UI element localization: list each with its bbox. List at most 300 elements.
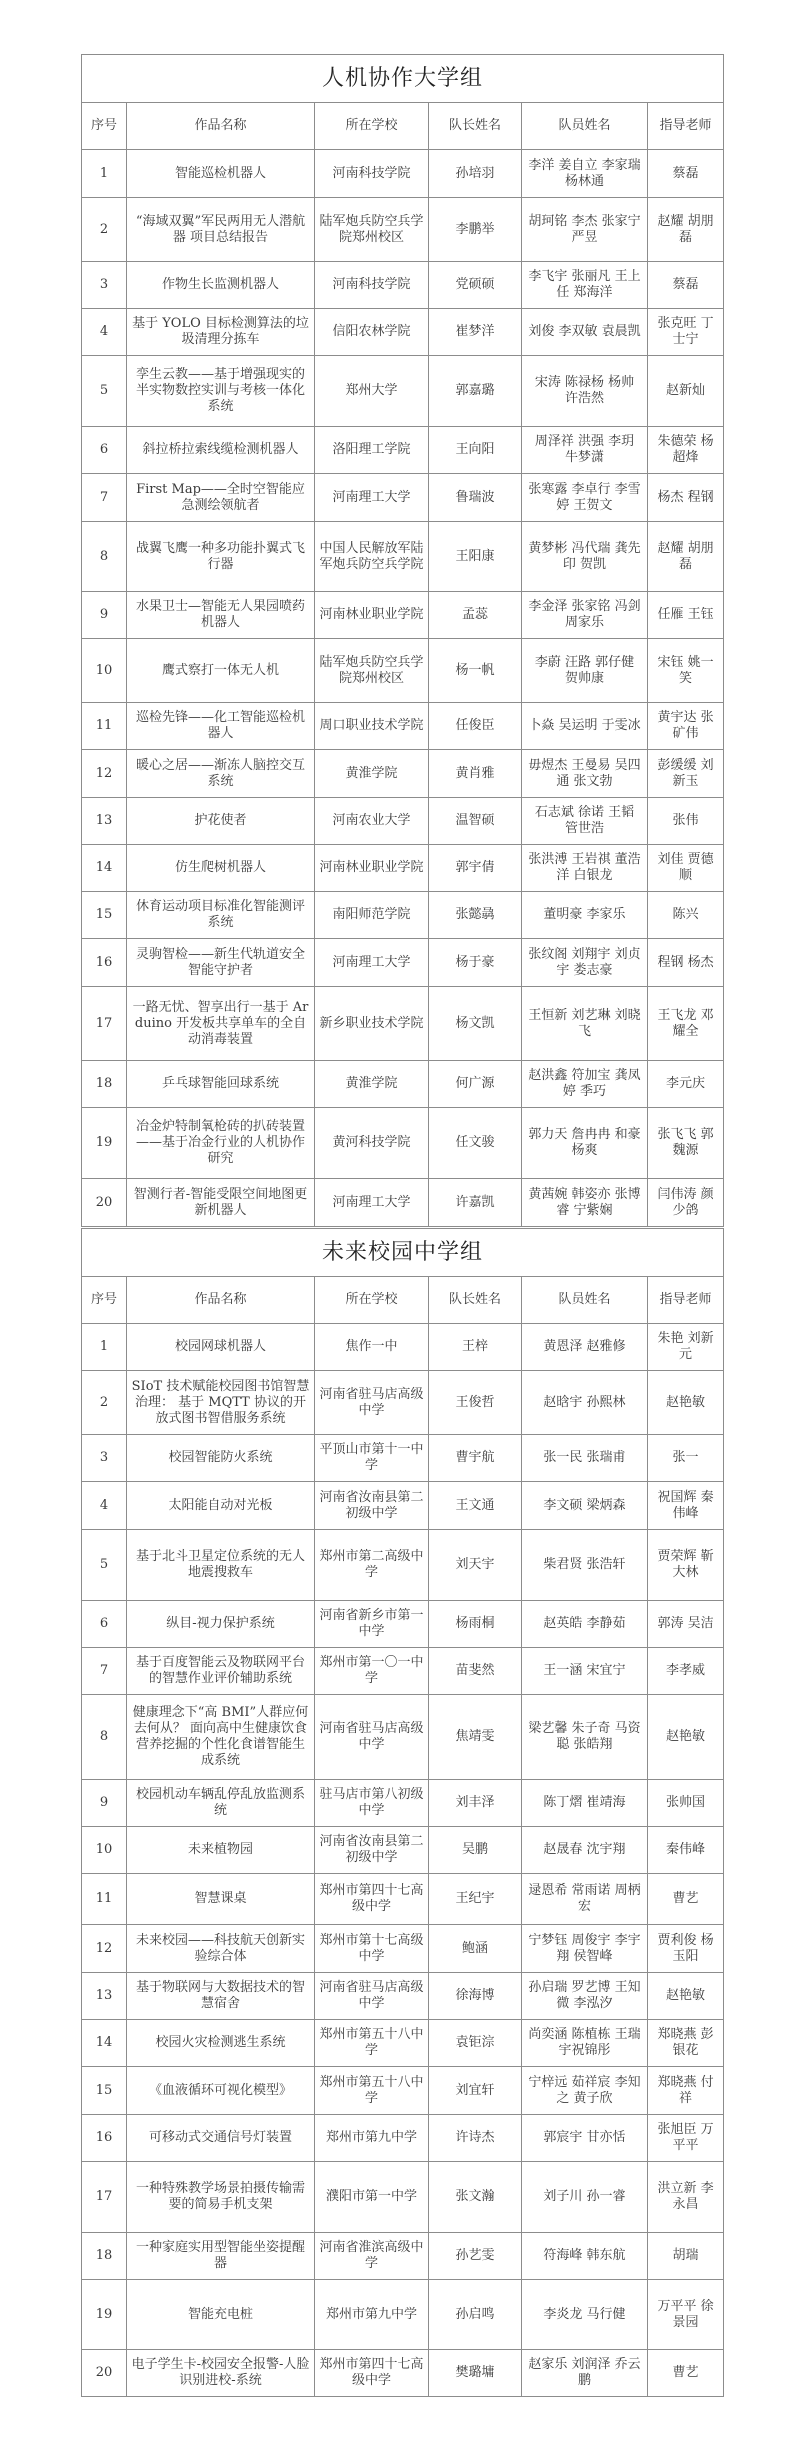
cell-members: 张一民 张瑞甫	[522, 1435, 648, 1482]
table-row	[82, 309, 724, 356]
table-row	[82, 1601, 724, 1648]
cell-index: 13	[82, 798, 127, 845]
cell-project-name: 智测行者-智能受限空间地图更新机器人	[127, 1179, 315, 1227]
cell-leader: 郭宇倩	[429, 845, 522, 892]
cell-leader: 鲁瑞波	[429, 474, 522, 522]
cell-school: 濮阳市第一中学	[315, 2162, 429, 2233]
cell-school: 河南省驻马店高级中学	[315, 1973, 429, 2020]
cell-members: 李金泽 张家铭 冯剑 周家乐	[522, 592, 648, 639]
table-row	[82, 1530, 724, 1601]
cell-leader: 袁钜淙	[429, 2020, 522, 2067]
cell-project-name: 护花使者	[127, 798, 315, 845]
cell-school: 平顶山市第十一中学	[315, 1435, 429, 1482]
cell-index: 5	[82, 356, 127, 427]
cell-leader: 苗斐然	[429, 1648, 522, 1695]
cell-advisor: 曹艺	[648, 2350, 724, 2397]
column-header-members: 队员姓名	[522, 1277, 648, 1324]
cell-members: 刘子川 孙一睿	[522, 2162, 648, 2233]
column-header-leader: 队长姓名	[429, 1277, 522, 1324]
cell-school: 黄淮学院	[315, 1061, 429, 1108]
cell-index: 7	[82, 1648, 127, 1695]
cell-advisor: 朱德荣 杨超烽	[648, 427, 724, 474]
cell-members: 赵晗宇 孙熙林	[522, 1371, 648, 1435]
cell-index: 10	[82, 639, 127, 703]
column-header-advisor: 指导老师	[648, 103, 724, 150]
cell-leader: 焦靖雯	[429, 1695, 522, 1780]
cell-project-name: 一路无忧、智享出行一基于 Arduino 开发板共享单车的全自动消毒装置	[127, 987, 315, 1061]
cell-leader: 任俊臣	[429, 703, 522, 750]
column-header-advisor: 指导老师	[648, 1277, 724, 1324]
table-row	[82, 1324, 724, 1371]
cell-school: 郑州市第九中学	[315, 2280, 429, 2350]
cell-advisor: 贾荣辉 靳大林	[648, 1530, 724, 1601]
cell-school: 周口职业技术学院	[315, 703, 429, 750]
table-row	[82, 2280, 724, 2350]
cell-school: 郑州市第九中学	[315, 2115, 429, 2162]
cell-project-name: 基于北斗卫星定位系统的无人地震搜救车	[127, 1530, 315, 1601]
cell-school: 中国人民解放军陆军炮兵防空兵学院	[315, 522, 429, 592]
column-header-leader: 队长姓名	[429, 103, 522, 150]
cell-project-name: 可移动式交通信号灯装置	[127, 2115, 315, 2162]
cell-project-name: 未来植物园	[127, 1827, 315, 1874]
table-row	[82, 987, 724, 1061]
cell-advisor: 郑晓燕 彭银花	[648, 2020, 724, 2067]
cell-index: 18	[82, 2233, 127, 2280]
cell-project-name: 斜拉桥拉索线缆检测机器人	[127, 427, 315, 474]
column-header-index: 序号	[82, 1277, 127, 1324]
cell-advisor: 王飞龙 邓耀全	[648, 987, 724, 1061]
cell-project-name: 灵驹智检——新生代轨道安全智能守护者	[127, 939, 315, 987]
cell-project-name: 巡检先锋——化工智能巡检机器人	[127, 703, 315, 750]
cell-project-name: 冶金炉特制氧枪砖的扒砖装置——基于冶金行业的人机协作研究	[127, 1108, 315, 1179]
cell-project-name: 智慧课桌	[127, 1874, 315, 1925]
cell-index: 12	[82, 750, 127, 798]
cell-members: 董明豪 李家乐	[522, 892, 648, 939]
cell-school: 洛阳理工学院	[315, 427, 429, 474]
cell-project-name: 战翼飞鹰一种多功能扑翼式飞行器	[127, 522, 315, 592]
table-row	[82, 522, 724, 592]
cell-index: 8	[82, 522, 127, 592]
cell-members: 毋煜杰 王曼易 吴四通 张文勃	[522, 750, 648, 798]
table-row	[82, 1482, 724, 1530]
cell-project-name: 孪生云教——基于增强现实的半实物数控实训与考核一体化系统	[127, 356, 315, 427]
cell-index: 19	[82, 2280, 127, 2350]
cell-index: 14	[82, 845, 127, 892]
cell-leader: 张懿骉	[429, 892, 522, 939]
cell-members: 孙启瑞 罗艺博 王知微 李泓汐	[522, 1973, 648, 2020]
section-table-middle-school	[81, 1228, 724, 2397]
table-row	[82, 939, 724, 987]
cell-leader: 孟蕊	[429, 592, 522, 639]
section-title: 人机协作大学组	[82, 55, 724, 103]
table-row	[82, 1925, 724, 1973]
cell-advisor: 黄宇达 张矿伟	[648, 703, 724, 750]
cell-school: 河南理工大学	[315, 939, 429, 987]
cell-advisor: 杨杰 程钢	[648, 474, 724, 522]
cell-school: 河南科技学院	[315, 262, 429, 309]
cell-project-name: 暖心之居——渐冻人脑控交互系统	[127, 750, 315, 798]
cell-project-name: 智能巡检机器人	[127, 150, 315, 198]
cell-members: 黄梦彬 冯代瑞 龚先印 贺凯	[522, 522, 648, 592]
cell-school: 黄河科技学院	[315, 1108, 429, 1179]
table-row	[82, 750, 724, 798]
cell-index: 6	[82, 1601, 127, 1648]
cell-index: 16	[82, 2115, 127, 2162]
cell-advisor: 彭缓缓 刘新玉	[648, 750, 724, 798]
column-header-project: 作品名称	[127, 103, 315, 150]
cell-advisor: 蔡磊	[648, 262, 724, 309]
table-row	[82, 1435, 724, 1482]
cell-index: 11	[82, 703, 127, 750]
cell-advisor: 赵艳敏	[648, 1973, 724, 2020]
table-row	[82, 639, 724, 703]
cell-index: 2	[82, 198, 127, 262]
cell-project-name: SIoT 技术赋能校园图书馆智慧治理： 基于 MQTT 协议的开放式图书智借服务系统	[127, 1371, 315, 1435]
table-row	[82, 2350, 724, 2397]
cell-members: 梁艺馨 朱子奇 马资聪 张皓翔	[522, 1695, 648, 1780]
cell-index: 10	[82, 1827, 127, 1874]
cell-leader: 王向阳	[429, 427, 522, 474]
cell-school: 河南省汝南县第二初级中学	[315, 1482, 429, 1530]
cell-leader: 王文通	[429, 1482, 522, 1530]
cell-members: 尚奕涵 陈植栋 王瑞宇祝锦彤	[522, 2020, 648, 2067]
cell-school: 新乡职业技术学院	[315, 987, 429, 1061]
cell-members: 卜焱 吴运明 于雯冰	[522, 703, 648, 750]
cell-project-name: 未来校园——科技航天创新实验综合体	[127, 1925, 315, 1973]
cell-members: 赵家乐 刘润泽 乔云鹏	[522, 2350, 648, 2397]
cell-advisor: 洪立新 李永昌	[648, 2162, 724, 2233]
table-header-row	[82, 103, 724, 150]
cell-leader: 温智硕	[429, 798, 522, 845]
cell-project-name: 校园机动车辆乱停乱放监测系统	[127, 1780, 315, 1827]
cell-leader: 杨于豪	[429, 939, 522, 987]
cell-leader: 王阳康	[429, 522, 522, 592]
cell-advisor: 刘佳 贾德顺	[648, 845, 724, 892]
cell-project-name: 《血液循环可视化模型》	[127, 2067, 315, 2115]
cell-advisor: 闫伟涛 颜少鸽	[648, 1179, 724, 1227]
cell-advisor: 程钢 杨杰	[648, 939, 724, 987]
cell-leader: 樊璐墉	[429, 2350, 522, 2397]
cell-school: 郑州大学	[315, 356, 429, 427]
table-row	[82, 592, 724, 639]
section-title-row	[82, 55, 724, 103]
cell-advisor: 张伟	[648, 798, 724, 845]
cell-members: 王恒新 刘艺琳 刘晓飞	[522, 987, 648, 1061]
cell-school: 郑州市第二高级中学	[315, 1530, 429, 1601]
cell-school: 河南省驻马店高级中学	[315, 1371, 429, 1435]
table-row	[82, 1874, 724, 1925]
cell-project-name: 纵目-视力保护系统	[127, 1601, 315, 1648]
cell-index: 4	[82, 309, 127, 356]
cell-index: 19	[82, 1108, 127, 1179]
cell-index: 7	[82, 474, 127, 522]
table-row	[82, 2233, 724, 2280]
cell-advisor: 朱艳 刘新元	[648, 1324, 724, 1371]
cell-members: 逯恩希 常雨诺 周柄宏	[522, 1874, 648, 1925]
cell-leader: 刘宜轩	[429, 2067, 522, 2115]
cell-project-name: 一种家庭实用型智能坐姿提醒器	[127, 2233, 315, 2280]
cell-index: 20	[82, 1179, 127, 1227]
cell-index: 4	[82, 1482, 127, 1530]
table-row	[82, 427, 724, 474]
cell-members: 黄恩泽 赵雅修	[522, 1324, 648, 1371]
cell-project-name: 太阳能自动对光板	[127, 1482, 315, 1530]
cell-school: 河南省淮滨高级中学	[315, 2233, 429, 2280]
cell-school: 驻马店市第八初级中学	[315, 1780, 429, 1827]
table-row	[82, 150, 724, 198]
cell-index: 2	[82, 1371, 127, 1435]
cell-index: 15	[82, 2067, 127, 2115]
cell-members: 李文硕 梁炳森	[522, 1482, 648, 1530]
cell-members: 李蔚 汪路 郭仔健 贺帅康	[522, 639, 648, 703]
cell-project-name: 基于 YOLO 目标检测算法的垃圾清理分拣车	[127, 309, 315, 356]
cell-leader: 何广源	[429, 1061, 522, 1108]
cell-index: 18	[82, 1061, 127, 1108]
cell-index: 17	[82, 2162, 127, 2233]
table-row	[82, 1695, 724, 1780]
cell-school: 河南林业职业学院	[315, 845, 429, 892]
cell-members: 李炎龙 马行健	[522, 2280, 648, 2350]
cell-project-name: 校园智能防火系统	[127, 1435, 315, 1482]
cell-index: 9	[82, 592, 127, 639]
cell-advisor: 胡瑞	[648, 2233, 724, 2280]
table-row	[82, 262, 724, 309]
cell-project-name: 水果卫士—智能无人果园喷药机器人	[127, 592, 315, 639]
cell-members: 郭宸宇 甘亦恬	[522, 2115, 648, 2162]
cell-members: 赵晟春 沈宇翔	[522, 1827, 648, 1874]
cell-advisor: 张飞飞 郭魏源	[648, 1108, 724, 1179]
cell-project-name: First Map——全时空智能应急测绘领航者	[127, 474, 315, 522]
table-row	[82, 474, 724, 522]
cell-members: 柴君贤 张浩轩	[522, 1530, 648, 1601]
cell-index: 17	[82, 987, 127, 1061]
section-title: 未来校园中学组	[82, 1229, 724, 1277]
cell-leader: 王俊哲	[429, 1371, 522, 1435]
cell-advisor: 郑晓燕 付祥	[648, 2067, 724, 2115]
cell-members: 李洋 姜自立 李家瑞 杨林通	[522, 150, 648, 198]
table-row	[82, 1061, 724, 1108]
cell-project-name: 电子学生卡-校园安全报警-人脸识别进校-系统	[127, 2350, 315, 2397]
table-row	[82, 2067, 724, 2115]
table-row	[82, 1780, 724, 1827]
cell-school: 郑州市第五十八中学	[315, 2067, 429, 2115]
column-header-project: 作品名称	[127, 1277, 315, 1324]
cell-members: 王一涵 宋宜宁	[522, 1648, 648, 1695]
table-row	[82, 1973, 724, 2020]
table-row	[82, 2020, 724, 2067]
cell-school: 郑州市第五十八中学	[315, 2020, 429, 2067]
cell-project-name: 健康理念下“高 BMI”人群应何去何从？ 面向高中生健康饮食营养挖掘的个性化食谱智能生成系统	[127, 1695, 315, 1780]
cell-members: 石志斌 徐诺 王韬 管世浩	[522, 798, 648, 845]
cell-advisor: 张帅国	[648, 1780, 724, 1827]
cell-project-name: 校园火灾检测逃生系统	[127, 2020, 315, 2067]
cell-school: 河南省驻马店高级中学	[315, 1695, 429, 1780]
cell-index: 6	[82, 427, 127, 474]
table-row	[82, 2162, 724, 2233]
cell-advisor: 陈兴	[648, 892, 724, 939]
cell-project-name: 一种特殊教学场景拍摄传输需要的简易手机支架	[127, 2162, 315, 2233]
table-row	[82, 892, 724, 939]
cell-advisor: 任雁 王钰	[648, 592, 724, 639]
cell-members: 宁梦钰 周俊宇 李宇翔 侯智峰	[522, 1925, 648, 1973]
cell-school: 河南省汝南县第二初级中学	[315, 1827, 429, 1874]
table-header-row	[82, 1277, 724, 1324]
column-header-school: 所在学校	[315, 1277, 429, 1324]
cell-leader: 鲍涵	[429, 1925, 522, 1973]
cell-school: 陆军炮兵防空兵学院郑州校区	[315, 639, 429, 703]
table-row	[82, 1108, 724, 1179]
table-row	[82, 1827, 724, 1874]
cell-advisor: 李孝威	[648, 1648, 724, 1695]
section-title-row	[82, 1229, 724, 1277]
cell-leader: 郭嘉璐	[429, 356, 522, 427]
cell-leader: 王纪宇	[429, 1874, 522, 1925]
cell-index: 15	[82, 892, 127, 939]
table-row	[82, 798, 724, 845]
cell-index: 3	[82, 1435, 127, 1482]
cell-advisor: 张克旺 丁士宁	[648, 309, 724, 356]
cell-members: 胡珂铭 李杰 张家宁 严昱	[522, 198, 648, 262]
table-row	[82, 356, 724, 427]
cell-advisor: 张一	[648, 1435, 724, 1482]
cell-advisor: 郭涛 吴洁	[648, 1601, 724, 1648]
cell-index: 13	[82, 1973, 127, 2020]
cell-leader: 杨文凯	[429, 987, 522, 1061]
cell-school: 河南省新乡市第一中学	[315, 1601, 429, 1648]
cell-school: 河南林业职业学院	[315, 592, 429, 639]
cell-members: 赵洪鑫 符加宝 龚凤婷 季巧	[522, 1061, 648, 1108]
cell-members: 赵英皓 李静茹	[522, 1601, 648, 1648]
cell-index: 1	[82, 150, 127, 198]
cell-leader: 党硕硕	[429, 262, 522, 309]
cell-advisor: 蔡磊	[648, 150, 724, 198]
cell-index: 16	[82, 939, 127, 987]
cell-leader: 刘天宇	[429, 1530, 522, 1601]
cell-leader: 徐海博	[429, 1973, 522, 2020]
cell-advisor: 李元庆	[648, 1061, 724, 1108]
cell-school: 河南科技学院	[315, 150, 429, 198]
cell-leader: 曹宇航	[429, 1435, 522, 1482]
cell-leader: 刘丰泽	[429, 1780, 522, 1827]
cell-project-name: “海域双翼”军民两用无人潜航器 项目总结报告	[127, 198, 315, 262]
cell-school: 郑州市第一〇一中学	[315, 1648, 429, 1695]
table-row	[82, 1648, 724, 1695]
cell-leader: 孙培羽	[429, 150, 522, 198]
cell-project-name: 智能充电桩	[127, 2280, 315, 2350]
cell-members: 符海峰 韩东航	[522, 2233, 648, 2280]
cell-advisor: 赵艳敏	[648, 1695, 724, 1780]
cell-members: 宋涛 陈禄杨 杨帅 许浩然	[522, 356, 648, 427]
cell-members: 郭力天 詹冉冉 和豪 杨爽	[522, 1108, 648, 1179]
cell-leader: 崔梦洋	[429, 309, 522, 356]
table-row	[82, 845, 724, 892]
cell-members: 黄茜婉 韩姿亦 张博睿 宁紫娴	[522, 1179, 648, 1227]
cell-project-name: 仿生爬树机器人	[127, 845, 315, 892]
table-row	[82, 1371, 724, 1435]
cell-members: 李飞宇 张丽凡 王上任 郑海洋	[522, 262, 648, 309]
cell-leader: 孙启鸣	[429, 2280, 522, 2350]
cell-leader: 任文骏	[429, 1108, 522, 1179]
cell-index: 1	[82, 1324, 127, 1371]
cell-project-name: 校园网球机器人	[127, 1324, 315, 1371]
cell-project-name: 基于物联网与大数据技术的智慧宿舍	[127, 1973, 315, 2020]
cell-school: 郑州市第十七高级中学	[315, 1925, 429, 1973]
cell-school: 河南农业大学	[315, 798, 429, 845]
column-header-index: 序号	[82, 103, 127, 150]
column-header-school: 所在学校	[315, 103, 429, 150]
cell-advisor: 祝国辉 秦伟峰	[648, 1482, 724, 1530]
cell-members: 周泽祥 洪强 李玥 牛梦潇	[522, 427, 648, 474]
cell-advisor: 万平平 徐景园	[648, 2280, 724, 2350]
cell-index: 5	[82, 1530, 127, 1601]
cell-members: 陈丁熠 崔靖海	[522, 1780, 648, 1827]
cell-project-name: 鹰式察打一体无人机	[127, 639, 315, 703]
cell-school: 黄淮学院	[315, 750, 429, 798]
cell-school: 郑州市第四十七高级中学	[315, 1874, 429, 1925]
cell-project-name: 乒乓球智能回球系统	[127, 1061, 315, 1108]
cell-advisor: 秦伟峰	[648, 1827, 724, 1874]
table-row	[82, 2115, 724, 2162]
cell-school: 河南理工大学	[315, 474, 429, 522]
cell-school: 信阳农林学院	[315, 309, 429, 356]
cell-leader: 孙艺雯	[429, 2233, 522, 2280]
cell-advisor: 赵艳敏	[648, 1371, 724, 1435]
cell-advisor: 赵耀 胡朋磊	[648, 522, 724, 592]
cell-members: 宁梓远 茹祥宸 李知之 黄子欣	[522, 2067, 648, 2115]
cell-members: 张寒露 李卓行 李雪婷 王贺文	[522, 474, 648, 522]
cell-school: 陆军炮兵防空兵学院郑州校区	[315, 198, 429, 262]
section-table-university	[81, 54, 724, 1227]
cell-members: 刘俊 李双敏 袁晨凯	[522, 309, 648, 356]
cell-advisor: 赵新灿	[648, 356, 724, 427]
cell-school: 河南理工大学	[315, 1179, 429, 1227]
cell-project-name: 休育运动项目标准化智能测评系统	[127, 892, 315, 939]
cell-school: 南阳师范学院	[315, 892, 429, 939]
cell-project-name: 作物生长监测机器人	[127, 262, 315, 309]
table-row	[82, 703, 724, 750]
cell-leader: 李鹏举	[429, 198, 522, 262]
cell-advisor: 宋钰 姚一笑	[648, 639, 724, 703]
cell-school: 焦作一中	[315, 1324, 429, 1371]
cell-index: 8	[82, 1695, 127, 1780]
cell-index: 12	[82, 1925, 127, 1973]
cell-leader: 杨一帆	[429, 639, 522, 703]
cell-school: 郑州市第四十七高级中学	[315, 2350, 429, 2397]
cell-advisor: 赵耀 胡朋磊	[648, 198, 724, 262]
cell-index: 11	[82, 1874, 127, 1925]
cell-index: 9	[82, 1780, 127, 1827]
cell-leader: 吴鹏	[429, 1827, 522, 1874]
cell-members: 张纹阁 刘翔宇 刘贞宇 娄志豪	[522, 939, 648, 987]
cell-advisor: 曹艺	[648, 1874, 724, 1925]
cell-leader: 许嘉凯	[429, 1179, 522, 1227]
cell-index: 14	[82, 2020, 127, 2067]
cell-advisor: 张旭臣 万平平	[648, 2115, 724, 2162]
cell-members: 张洪溥 王岩祺 董浩洋 白银龙	[522, 845, 648, 892]
cell-index: 20	[82, 2350, 127, 2397]
cell-leader: 王梓	[429, 1324, 522, 1371]
cell-leader: 黄肖雅	[429, 750, 522, 798]
cell-index: 3	[82, 262, 127, 309]
table-row	[82, 1179, 724, 1227]
cell-leader: 杨雨桐	[429, 1601, 522, 1648]
cell-advisor: 贾利俊 杨玉阳	[648, 1925, 724, 1973]
cell-leader: 张文瀚	[429, 2162, 522, 2233]
cell-leader: 许诗杰	[429, 2115, 522, 2162]
table-row	[82, 198, 724, 262]
cell-project-name: 基于百度智能云及物联网平台的智慧作业评价辅助系统	[127, 1648, 315, 1695]
column-header-members: 队员姓名	[522, 103, 648, 150]
